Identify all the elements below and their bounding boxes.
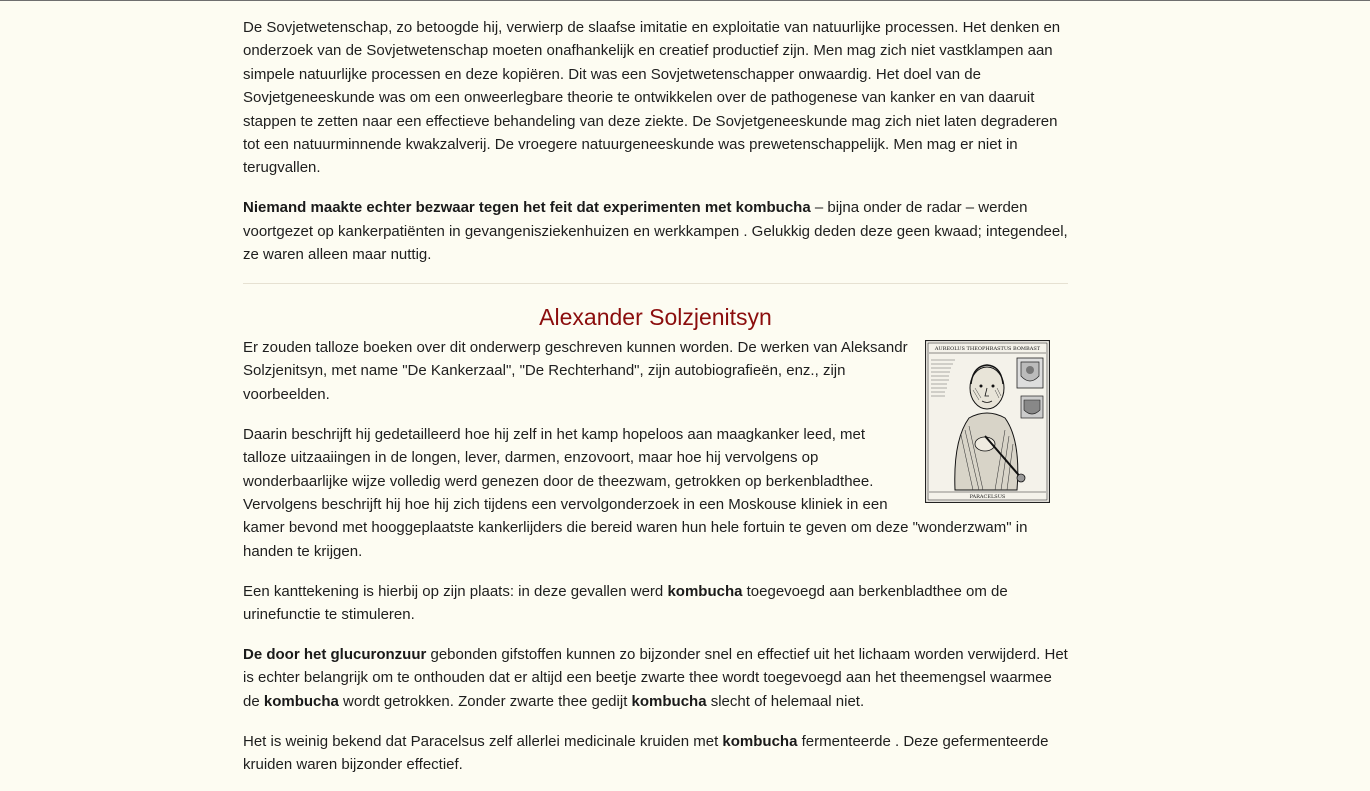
portrait-caption-bottom: PARACELSUS [969, 494, 1006, 501]
paragraph-text: gebonden gifstoffen kunnen zo bijzonder snel en effectief uit het lichaam worden verwijderd. Het is echter belangrijk om te onthouden dat er altijd een beetje zwarte thee wordt toegevoegd aan het theemengsel waarmee de [243, 646, 1068, 710]
paragraph-soviet-science: De Sovjetwetenschap, zo betoogde hij, verwierp de slaafse imitatie en exploitatie van natuurlijke processen. Het denken en onderzoek van de Sovjetwetenschap moeten onafhankelijk en creatief productief zijn. Men mag zich niet vastklampen aan simpele natuurlijke processen en deze kopiëren. Dit was een Sovjetwetenschapper onwaardig. Het doel van de Sovjetgeneeskunde was om een onweerlegbare theorie te ontwikkelen over de pathogenese van kanker en van daaruit stappen te zetten naar een effectieve behandeling van deze ziekte. De Sovjetgeneeskunde mag zich niet laten degraderen tot een natuurminnende kwakzalverij. De vroegere natuurgeneeskunde was prewetenschappelijk. Men mag er niet in terugvallen. [243, 19, 1061, 177]
bold-text: kombucha [263, 692, 339, 710]
top-border-line [0, 0, 1370, 1]
paragraph-glucuronic-acid [243, 643, 1068, 713]
paragraph-books: Er zouden talloze boeken over dit onderwerp geschreven kunnen worden. De werken van Aleksandr Solzjenitsyn, met name "De Kankerzaal", "De Rechterhand", zijn autobiografieën, enz., zijn voorbeelden. [243, 339, 908, 403]
section-heading: Alexander Solzjenitsyn [539, 304, 772, 331]
paracelsus-portrait-image [925, 340, 1050, 503]
paragraph-text: Het is weinig bekend dat Paracelsus zelf allerlei medicinale kruiden met [243, 732, 723, 750]
paragraph-kombucha-experiments [243, 196, 1068, 266]
paragraph-paracelsus [243, 730, 1068, 777]
bold-text: kombucha [722, 732, 798, 750]
bold-text: kombucha [631, 692, 707, 710]
section-divider [243, 283, 1068, 284]
bold-text: De door het glucuronzuur [243, 646, 427, 664]
paragraph-text: slecht of helemaal niet. [706, 692, 865, 710]
article-content [243, 16, 1068, 791]
paragraph-text: – bijna onder de radar – werden voortgezet op kankerpatiënten in gevangenisziekenhuizen en werkkampen . Gelukkig deden deze geen kwaad; integendeel, ze waren alleen maar nuttig. [243, 199, 1068, 264]
paragraph-cancer-story: Daarin beschrijft hij gedetailleerd hoe hij zelf in het kamp hopeloos aan maagkanker leed, met talloze uitzaaiingen in de longen, lever, darmen, enzovoort, maar hoe hij vervolgens op wonderbaarlijke wijze volledig werd genezen door de theezwam, getrokken op berkenbladthee. Vervolgens beschrijft hij hoe hij zich tijdens een vervolgonderzoek in een Moskouse kliniek in een kamer bevond met hooggeplaatste kankerlijders die bereid waren hun hele fortuin te geven om deze "wonderzwam" in handen te krijgen. [243, 425, 1028, 560]
paragraph-text: wordt getrokken. Zonder zwarte thee gedijt [338, 692, 632, 710]
paragraph-text: Een kanttekening is hierbij op zijn plaats: in deze gevallen werd [243, 582, 668, 600]
paragraph-side-note [243, 580, 1068, 627]
paragraph-text: toegevoegd aan berkenbladthee om de urinefunctie te stimuleren. [243, 582, 1008, 624]
bold-text: Niemand maakte echter bezwaar tegen het feit dat experimenten met kombucha [243, 199, 811, 217]
paragraph-text: fermenteerde . Deze gefermenteerde kruiden waren bijzonder effectief. [243, 732, 1049, 774]
portrait-caption-top: AUREOLUS THEOPHRASTUS BOMBAST [934, 346, 1041, 353]
bold-text: kombucha [667, 582, 743, 600]
